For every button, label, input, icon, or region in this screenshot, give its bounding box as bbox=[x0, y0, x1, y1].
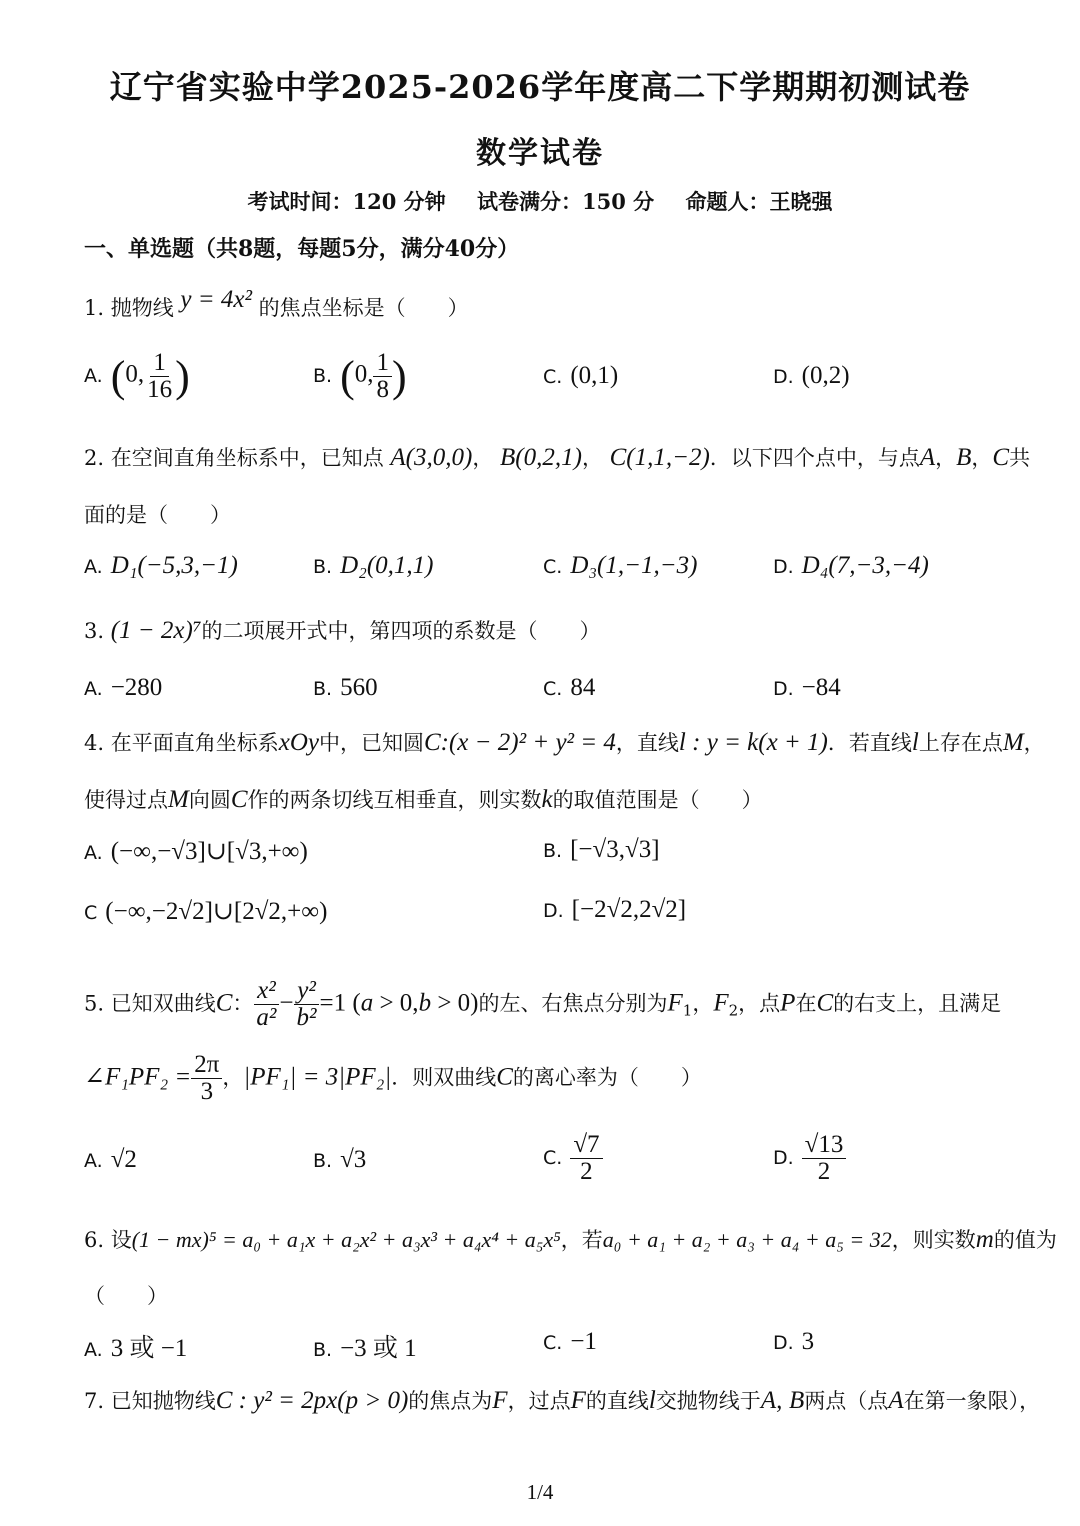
option-value: −84 bbox=[801, 674, 841, 701]
curve-name: C bbox=[215, 989, 233, 1017]
question-6-text: 6. 设 bbox=[84, 1228, 132, 1252]
option-value: (−∞,−√3]∪[√3,+∞) bbox=[110, 838, 308, 865]
denominator: 3 bbox=[200, 1078, 214, 1106]
question-4-text: 向圆 bbox=[188, 788, 231, 812]
question-7-text: 的直线 bbox=[585, 1389, 649, 1413]
angle-condition: ∠F₁PF₂ = bbox=[84, 1063, 192, 1091]
question-5-text: 的左、右焦点分别为 bbox=[478, 991, 668, 1016]
numerator: √13 bbox=[802, 1132, 847, 1159]
option-value: D₃(1,−1,−3) bbox=[570, 552, 698, 579]
question-2-text: 2. 在空间直角坐标系中，已知点 bbox=[84, 446, 384, 470]
question-6-text: ，则实数 bbox=[891, 1228, 976, 1252]
option-label: A. bbox=[84, 842, 103, 864]
numerator: 2π bbox=[191, 1052, 222, 1079]
question-3-option-d bbox=[773, 674, 841, 702]
option-label: C bbox=[84, 902, 98, 924]
exam-meta bbox=[0, 186, 1080, 216]
option-label: D. bbox=[773, 1332, 794, 1354]
question-4-text: 4. 在平面直角坐标系 bbox=[84, 731, 279, 755]
question-7-text: 两点（点 bbox=[804, 1389, 889, 1413]
point-b: B(0,2,1) bbox=[500, 444, 582, 471]
option-value: 560 bbox=[340, 674, 378, 701]
question-1-stem bbox=[84, 286, 469, 323]
question-4-text: 使得过点 bbox=[84, 788, 168, 812]
question-5-text: 5. 已知双曲线 bbox=[84, 991, 216, 1016]
option-label: A. bbox=[84, 556, 103, 578]
question-3-tail: 的二项展开式中，第四项的系数是（ ） bbox=[201, 619, 601, 643]
option-value: −1 bbox=[570, 1328, 597, 1355]
option-value: √2 bbox=[110, 1146, 137, 1173]
question-3-option-c bbox=[543, 674, 595, 702]
question-4-stem-line2: 使得过点M向圆C作的两条切线互相垂直，则实数k的取值范围是（ ） bbox=[84, 786, 763, 813]
option-label: B. bbox=[313, 364, 333, 387]
question-4-text: 作的两条切线互相垂直，则实数 bbox=[247, 788, 542, 812]
question-1-number: 1. 抛物线 bbox=[84, 296, 174, 320]
option-label: D. bbox=[543, 900, 564, 922]
fraction bbox=[144, 350, 175, 404]
exam-time: 考试时间：120 分钟 bbox=[247, 189, 446, 214]
question-4-option-a bbox=[84, 836, 308, 866]
option-label: D. bbox=[773, 556, 794, 578]
question-3-option-b bbox=[313, 674, 378, 702]
question-7-stem-line1: 7. 已知抛物线C : y² = 2px(p > 0)的焦点为F，过点F的直线l交抛物线于A, B两点（点A在第一象限）， bbox=[84, 1387, 1041, 1414]
question-7-text: 7. 已知抛物线 bbox=[84, 1389, 216, 1413]
author: 命题人：王晓强 bbox=[685, 189, 833, 214]
question-4-option-b bbox=[543, 836, 660, 864]
option-value: [−2√2,2√2] bbox=[571, 896, 687, 923]
page-number: 1/4 bbox=[526, 1480, 554, 1504]
option-value: D₂(0,1,1) bbox=[340, 552, 434, 579]
question-5-option-a bbox=[84, 1146, 137, 1174]
question-4-text: 上存在点 bbox=[918, 731, 1003, 755]
question-1-expression: y = 4x² bbox=[180, 286, 252, 313]
option-label: C. bbox=[543, 1146, 563, 1169]
option-value: 0, bbox=[354, 360, 374, 388]
question-4-text: ．若直线 bbox=[827, 731, 912, 755]
denominator: 16 bbox=[147, 376, 173, 404]
question-5-text: ，点 bbox=[738, 991, 781, 1016]
question-5-option-c bbox=[543, 1132, 603, 1186]
option-value: D₁(−5,3,−1) bbox=[110, 552, 238, 579]
option-label: A. bbox=[84, 364, 103, 387]
question-4-text: 中，已知圆 bbox=[318, 731, 424, 755]
option-label: A. bbox=[84, 1150, 103, 1172]
option-label: A. bbox=[84, 1339, 103, 1361]
question-3-option-a bbox=[84, 674, 162, 702]
option-value: 0, bbox=[125, 360, 145, 388]
option-label: C. bbox=[543, 678, 563, 700]
exam-subtitle: 数学试卷 bbox=[476, 136, 604, 171]
denominator: 2 bbox=[580, 1158, 593, 1186]
option-value: D₄(7,−3,−4) bbox=[801, 552, 929, 579]
question-1-option-d bbox=[773, 362, 850, 390]
question-5-text: 的右支上，且满足 bbox=[833, 991, 1002, 1016]
question-1-option-b: B. (0, $\frac{1}{8}$ ) bbox=[313, 349, 407, 404]
option-label: D. bbox=[773, 1146, 794, 1169]
coord-system: xOy bbox=[278, 729, 319, 756]
fraction bbox=[570, 1132, 602, 1186]
option-label: C. bbox=[543, 366, 563, 388]
section-heading: 一、单选题（共8题，每题5分，满分40分） bbox=[84, 236, 520, 262]
point-c: C(1,1,−2) bbox=[609, 444, 710, 471]
question-5-text: 在 bbox=[795, 991, 817, 1016]
length-condition: |PF₁| = 3|PF₂| bbox=[243, 1063, 392, 1091]
question-6-option-b bbox=[313, 1328, 417, 1364]
point-a: A(3,0,0) bbox=[390, 444, 473, 471]
question-7-text: ，过点 bbox=[507, 1389, 571, 1413]
question-4-text: 的取值范围是（ ） bbox=[552, 788, 763, 812]
option-label: B. bbox=[313, 556, 333, 578]
question-2-stem-line1: 2. 在空间直角坐标系中，已知点 A(3,0,0)， B(0,2,1)， C(1,1,−2)．以下四个点中，与点A，B，C共 bbox=[84, 444, 1031, 471]
question-7-text: 在第一象限）， bbox=[903, 1389, 1041, 1413]
question-2-option-c bbox=[543, 552, 697, 580]
option-value: (0,1) bbox=[570, 362, 619, 389]
option-value: √3 bbox=[340, 1146, 367, 1173]
option-value: (−∞,−2√2]∪[2√2,+∞) bbox=[105, 898, 328, 925]
question-7-text: 的焦点为 bbox=[408, 1389, 493, 1413]
question-2-option-a bbox=[84, 552, 238, 580]
question-5-stem-line2: ∠F₁PF₂ = $\frac{2\pi}{3}$ ，|PF₁| = 3|PF₂|．则双曲线C的离心率为（ ） bbox=[84, 1051, 702, 1106]
option-value: 3 或 −1 bbox=[110, 1335, 188, 1362]
question-6-text: ，若 bbox=[560, 1228, 603, 1252]
numerator: 1 bbox=[150, 350, 169, 377]
question-2-text: ．以下四个点中，与点 bbox=[709, 446, 920, 470]
expansion-equation: (1 − mx)⁵ = a₀ + a₁x + a₂x² + a₃x³ + a₄x⁴ + a₅x⁵ bbox=[131, 1227, 561, 1252]
circle-equation: C:(x − 2)² + y² = 4 bbox=[423, 729, 616, 756]
question-3-expression: (1 − 2x)⁷ bbox=[110, 617, 202, 644]
question-6-stem-line1: 6. 设(1 − mx)⁵ = a₀ + a₁x + a₂x² + a₃x³ + a₄x⁴ + a₅x⁵，若a₀ + a₁ + a₂ + a₃ + a₄ + a₅ = 32，则实数m的值为 bbox=[84, 1226, 1057, 1253]
option-value: −280 bbox=[110, 674, 163, 701]
question-5-option-d bbox=[773, 1132, 846, 1186]
question-5-option-b bbox=[313, 1146, 366, 1174]
question-4-text: ，直线 bbox=[615, 731, 679, 755]
option-value: 84 bbox=[570, 674, 596, 701]
question-3-number: 3. bbox=[84, 619, 105, 643]
option-label: B. bbox=[313, 678, 333, 700]
fraction: $\frac{\text{y²}}{\text{b²}}$ bbox=[294, 978, 320, 1032]
numerator: 1 bbox=[373, 350, 392, 377]
parabola-equation: C : y² = 2px(p > 0) bbox=[215, 1387, 409, 1414]
question-5-stem-line1: 5. 已知双曲线C： $\frac{\text{x²}}{\text{a²}}$ − $\frac{\text{y²}}{\text{b²}}$ =1 (a > 0,b > 0)的左、右焦点分别为$F_1$，$F_2$，点P在C的右支上，且满足 bbox=[84, 977, 1002, 1032]
option-value: 3 bbox=[801, 1328, 815, 1355]
numerator: √7 bbox=[570, 1132, 602, 1159]
option-value: −3 或 1 bbox=[340, 1335, 417, 1362]
denominator: 8 bbox=[376, 376, 389, 404]
question-2-text: 共 bbox=[1009, 446, 1031, 470]
option-label: D. bbox=[773, 678, 794, 700]
question-2-stem-line2: 面的是（ ） bbox=[84, 503, 231, 527]
option-value: [−√3,√3] bbox=[570, 836, 660, 863]
option-label: C. bbox=[543, 1332, 563, 1354]
question-3-stem bbox=[84, 616, 601, 646]
question-2-option-b bbox=[313, 552, 433, 580]
question-4-option-d bbox=[543, 896, 686, 924]
question-4-stem-line1: 4. 在平面直角坐标系xOy中，已知圆C:(x − 2)² + y² = 4，直线l : y = k(x + 1)．若直线l上存在点M， bbox=[84, 729, 1045, 756]
question-6-option-c bbox=[543, 1328, 597, 1356]
question-1-option-a: A. (0, $\frac{1}{16}$ ) bbox=[84, 349, 190, 404]
question-1-tail: 的焦点坐标是（ ） bbox=[258, 296, 469, 320]
question-7-text: 交抛物线于 bbox=[655, 1389, 761, 1413]
question-5-text: ．则双曲线 bbox=[391, 1065, 497, 1090]
fraction bbox=[191, 1052, 222, 1106]
question-4-option-c bbox=[84, 896, 327, 926]
exam-title: 辽宁省实验中学2025-2026学年度高二下学期期初测试卷 bbox=[109, 68, 971, 106]
option-label: B. bbox=[313, 1150, 333, 1172]
option-label: A. bbox=[84, 678, 103, 700]
question-6-option-d bbox=[773, 1328, 814, 1356]
option-value: (0,2) bbox=[801, 362, 850, 389]
option-label: B. bbox=[543, 840, 563, 862]
sum-equation: a₀ + a₁ + a₂ + a₃ + a₄ + a₅ = 32 bbox=[602, 1227, 892, 1252]
full-score: 试卷满分：150 分 bbox=[477, 189, 655, 214]
fraction: $\frac{\text{x²}}{\text{a²}}$ bbox=[253, 978, 279, 1032]
option-label: D. bbox=[773, 366, 794, 388]
question-1-option-c bbox=[543, 362, 618, 390]
option-label: B. bbox=[313, 1339, 333, 1361]
line-equation: l : y = k(x + 1) bbox=[678, 729, 828, 756]
question-2-option-d bbox=[773, 552, 929, 580]
question-6-option-a bbox=[84, 1328, 187, 1364]
question-6-stem-line2: （ ） bbox=[84, 1284, 168, 1308]
option-label: C. bbox=[543, 556, 563, 578]
question-5-text: 的离心率为（ ） bbox=[512, 1065, 702, 1090]
question-6-text: 的值为 bbox=[993, 1228, 1057, 1252]
fraction bbox=[802, 1132, 847, 1186]
fraction bbox=[373, 350, 392, 404]
denominator: 2 bbox=[817, 1158, 831, 1186]
